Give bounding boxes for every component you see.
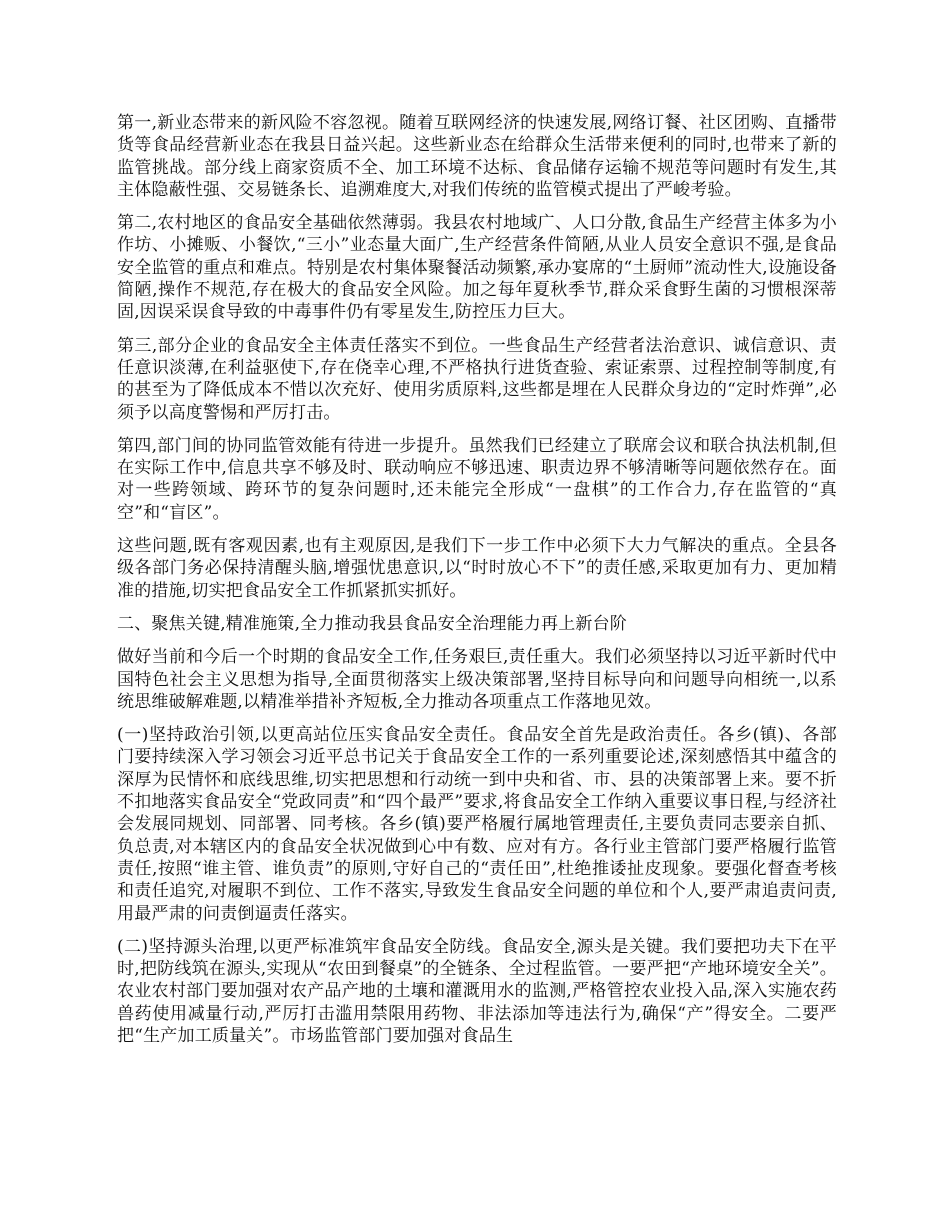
- paragraph-summary: 这些问题,既有客观因素,也有主观原因,是我们下一步工作中必须下大力气解决的重点。全县各级各部门务必保持清醒头脑,增强忧患意识,以“时时放心不下”的责任感,采取更加有力、更加精准的措施,切实把食品安全工作抓紧抓实抓好。: [117, 536, 837, 601]
- section-heading-2: 二、聚焦关键,精准施策,全力推动我县食品安全治理能力再上新台阶: [117, 613, 628, 634]
- paragraph-section-intro: 做好当前和今后一个时期的食品安全工作,任务艰巨,责任重大。我们必须坚持以习近平新时代中国特色社会主义思想为指导,全面贯彻落实上级决策部署,坚持目标导向和问题导向相统一,以系统思维破解难题,以精准举措补齐短板,全力推动各项重点工作落地见效。: [117, 647, 837, 712]
- paragraph-rural-foundation: 第二,农村地区的食品安全基础依然薄弱。我县农村地域广、人口分散,食品生产经营主体多为小作坊、小摊贩、小餐饮,“三小”业态量大面广,生产经营条件简陋,从业人员安全意识不强,是食品安全监管的重点和难点。特别是农村集体聚餐活动频繁,承办宴席的“土厨师”流动性大,设施设备简陋,操作不规范,存在极大的食品安全风险。加之每年夏秋季节,群众采食野生菌的习惯根深蒂固,因误采误食导致的中毒事件仍有零星发生,防控压力巨大。: [117, 213, 837, 323]
- paragraph-source-governance: (二)坚持源头治理,以更严标准筑牢食品安全防线。食品安全,源头是关键。我们要把功夫下在平时,把防线筑在源头,实现从“农田到餐桌”的全链条、全过程监管。一要严把“产地环境安全关”。农业农村部门要加强对农产品产地的土壤和灌溉用水的监测,严格管控农业投入品,深入实施农药兽药使用减量行动,严厉打击滥用禁限用药物、非法添加等违法行为,确保“产”得安全。二要严把“生产加工质量关”。市场监管部门要加强对食品生: [117, 936, 837, 1046]
- paragraph-political-leadership: (一)坚持政治引领,以更高站位压实食品安全责任。食品安全首先是政治责任。各乡(镇)、各部门要持续深入学习领会习近平总书记关于食品安全工作的一系列重要论述,深刻感悟其中蕴含的深厚为民情怀和底线思维,切实把思想和行动统一到中央和省、市、县的决策部署上来。要不折不扣地落实食品安全“党政同责”和“四个最严”要求,将食品安全工作纳入重要议事日程,与经济社会发展同规划、同部署、同考核。各乡(镇)要严格履行属地管理责任,主要负责同志要亲自抓、负总责,对本辖区内的食品安全状况做到心中有数、应对有方。各行业主管部门要严格履行监管责任,按照“谁主管、谁负责”的原则,守好自己的“责任田”,杜绝推诿扯皮现象。要强化督查考核和责任追究,对履职不到位、工作不落实,导致发生食品安全问题的单位和个人,要严肃追责问责,用最严肃的问责倒逼责任落实。: [117, 725, 837, 924]
- paragraph-risk-new-formats: 第一,新业态带来的新风险不容忽视。随着互联网经济的快速发展,网络订餐、社区团购、直播带货等食品经营新业态在我县日益兴起。这些新业态在给群众生活带来便利的同时,也带来了新的监管挑战。部分线上商家资质不全、加工环境不达标、食品储存运输不规范等问题时有发生,其主体隐蔽性强、交易链条长、追溯难度大,对我们传统的监管模式提出了严峻考验。: [117, 113, 837, 200]
- paragraph-enterprise-responsibility: 第三,部分企业的食品安全主体责任落实不到位。一些食品生产经营者法治意识、诚信意识、责任意识淡薄,在利益驱使下,存在侥幸心理,不严格执行进货查验、索证索票、过程控制等制度,有的甚至为了降低成本不惜以次充好、使用劣质原料,这些都是埋在人民群众身边的“定时炸弹”,必须予以高度警惕和严厉打击。: [117, 335, 837, 423]
- document-body: [117, 112, 837, 1058]
- paragraph-coordinated-supervision: 第四,部门间的协同监管效能有待进一步提升。虽然我们已经建立了联席会议和联合执法机制,但在实际工作中,信息共享不够及时、联动响应不够迅速、职责边界不够清晰等问题依然存在。面对一些跨领域、跨环节的复杂问题时,还未能完全形成“一盘棋”的工作合力,存在监管的“真空”和“盲区”。: [117, 435, 837, 523]
